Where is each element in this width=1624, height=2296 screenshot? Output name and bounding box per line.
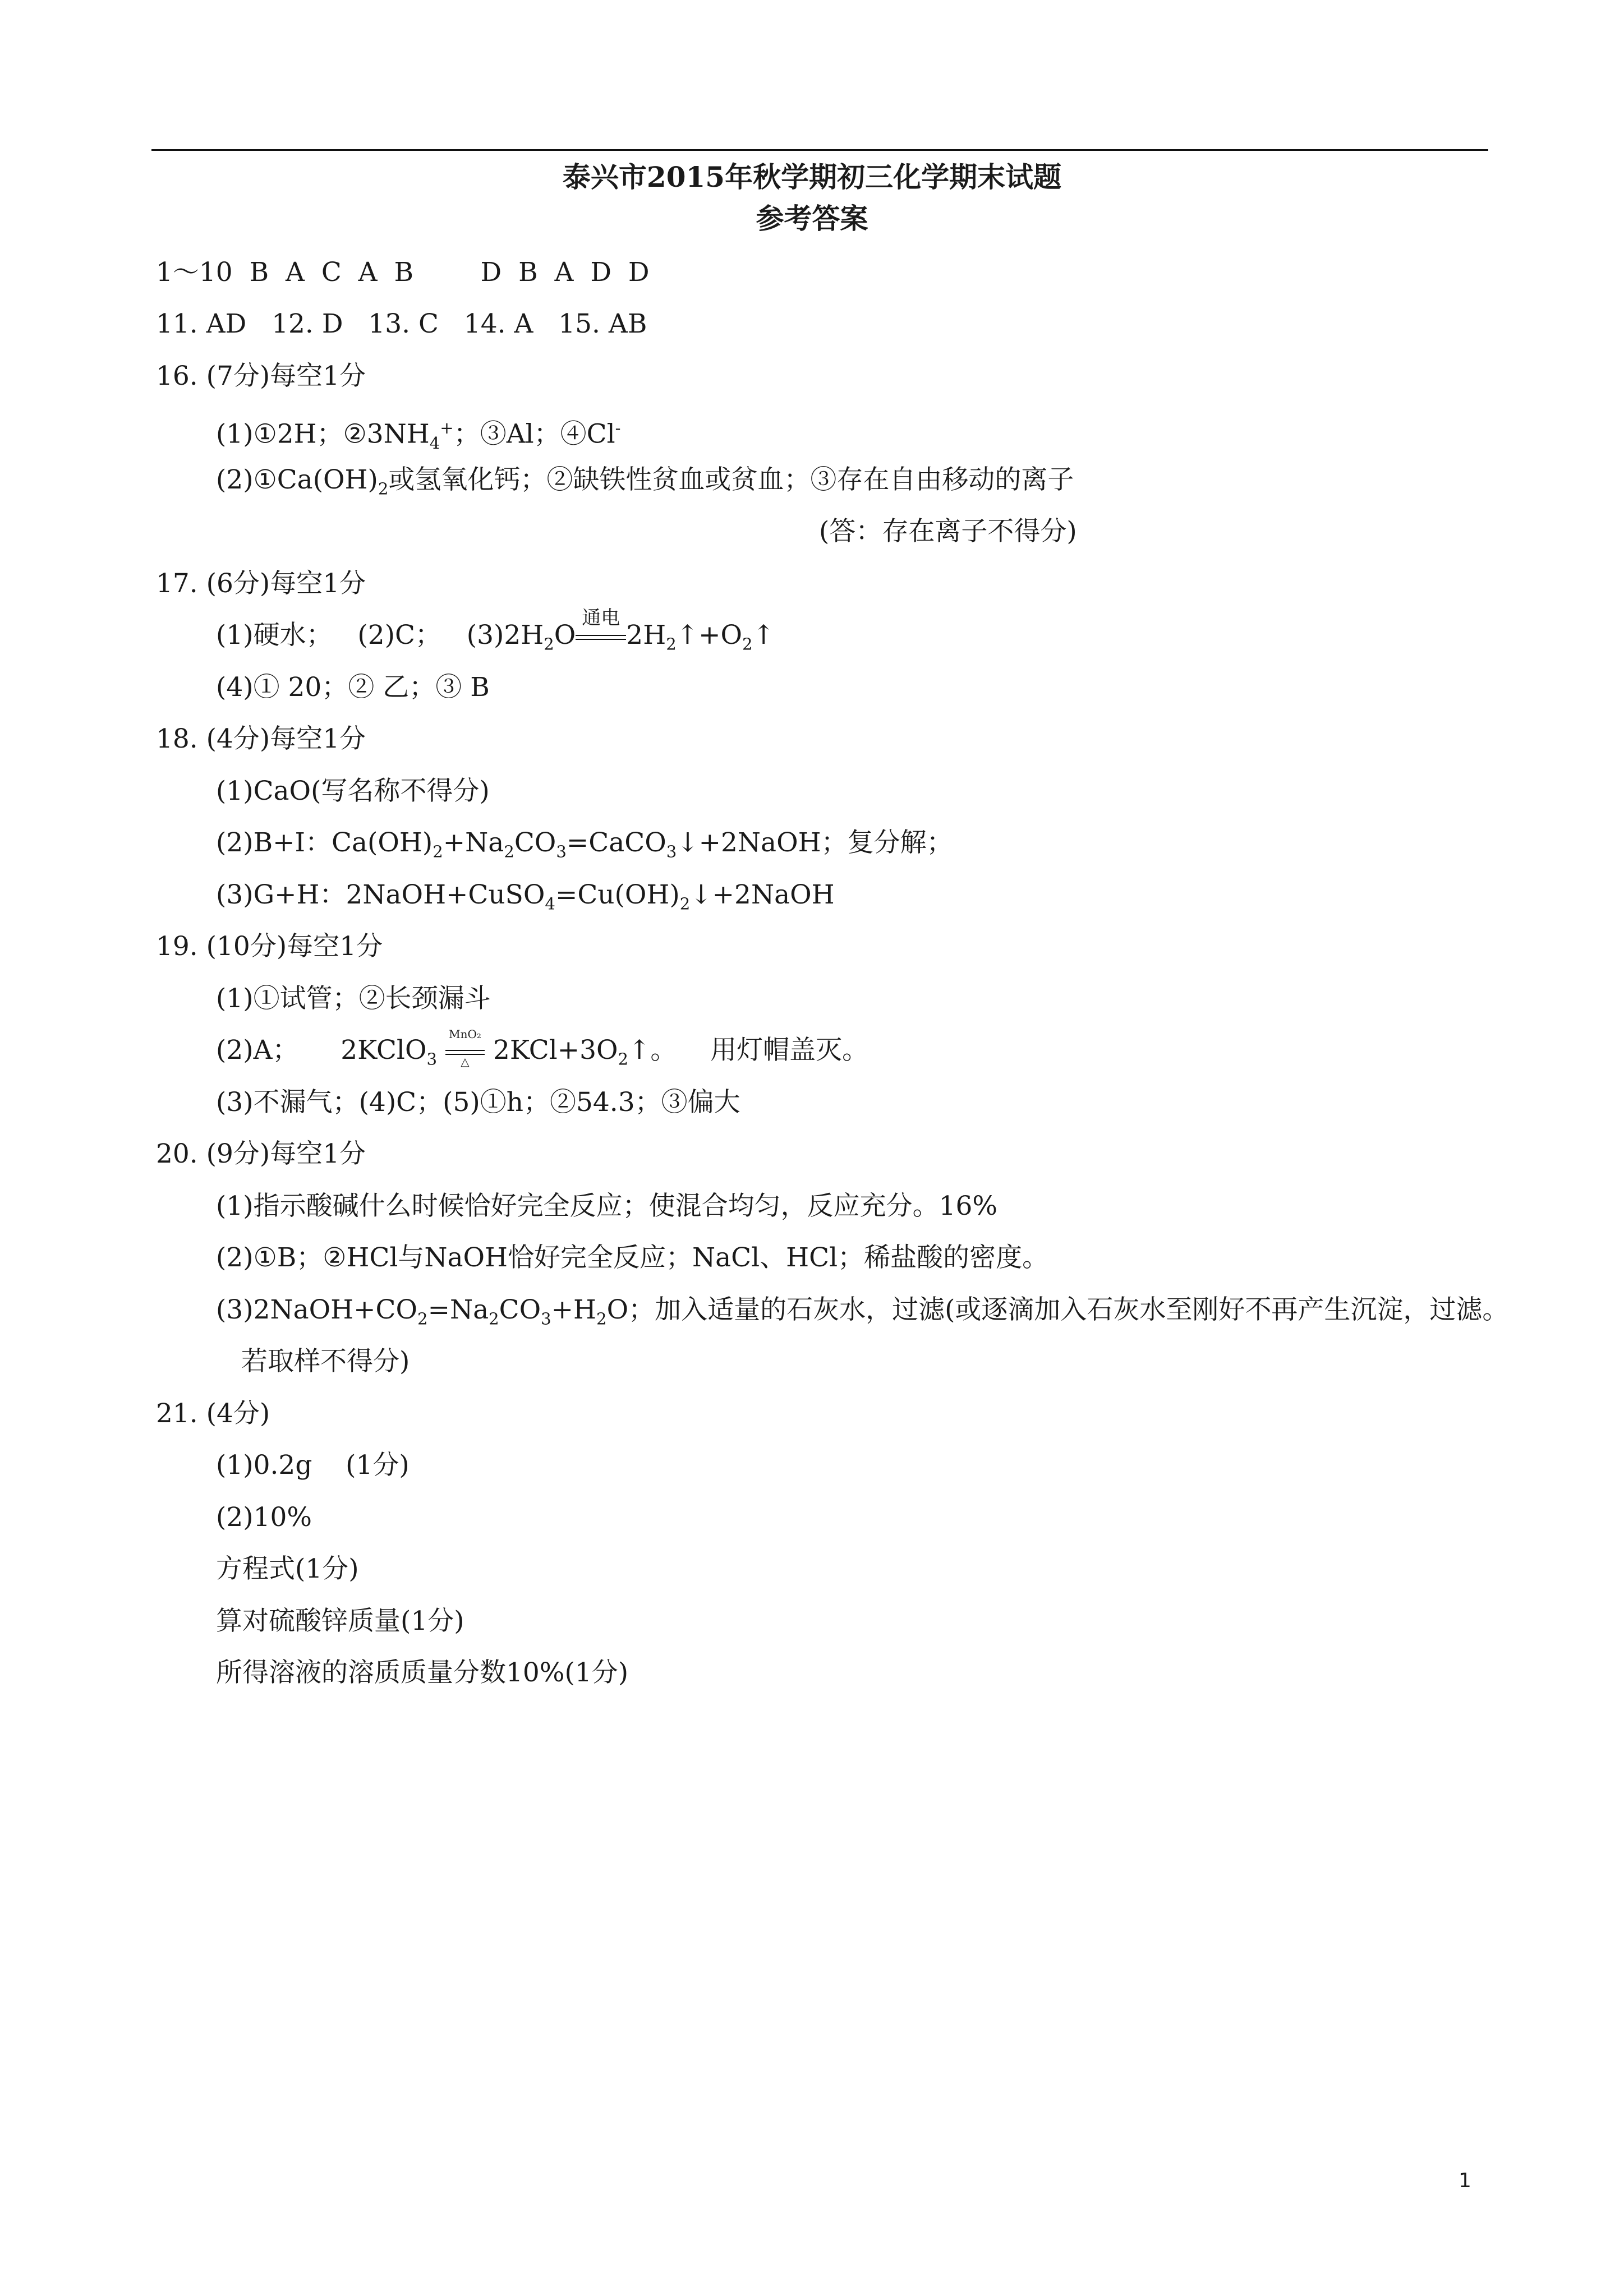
q21-part1: (1)0.2g (1分): [216, 1450, 410, 1481]
q20-part1: (1)指示酸碱什么时候恰好完全反应；使混合均匀，反应充分。16%: [216, 1191, 998, 1221]
q19-part1: (1)①试管；②长颈漏斗: [216, 983, 491, 1014]
q19-heading: 19. (10分)每空1分: [156, 931, 383, 962]
catalyst-condition: MnO₂ △: [445, 1034, 485, 1067]
q19-part3: (3)不漏气；(4)C；(5)①h；②54.3；③偏大: [216, 1087, 740, 1118]
q16-note: (答：存在离子不得分): [819, 516, 1077, 547]
header-rule: [151, 149, 1488, 151]
q20-part3: $(3)2NaOH+CO_2=Na_2CO_3+H_2O$；加入适量的石灰水，过滤(或逐滴加入石灰水至刚好不再产生沉淀，过滤。: [216, 1294, 1509, 1329]
q21-line4: 算对硫酸锌质量(1分): [216, 1606, 464, 1636]
q18-part3: (3)G+H：$2NaOH+CuSO_4=Cu(OH)_2↓+2NaOH$: [216, 879, 835, 914]
answers-1-10: 1～10 B A C A B D B A D D: [156, 257, 650, 288]
q17-heading: 17. (6分)每空1分: [156, 568, 366, 599]
q16-part1: (1)①2H；$②3NH_4^+$；③Al；④Cl-: [216, 418, 621, 453]
page-number: 1: [1459, 2169, 1471, 2192]
q16-part2: $(2)①Ca(OH)_2$或氢氧化钙；②缺铁性贫血或贫血；③存在自由移动的离子: [216, 464, 1074, 499]
q19-part2: (2)A； 2KClO$_3$ MnO₂ △ $2KCl+3O_2↑$。 用灯帽盖灭。: [216, 1027, 869, 1069]
q21-line3: 方程式(1分): [216, 1553, 359, 1584]
q20-part3-continued: 若取样不得分): [241, 1346, 410, 1377]
q20-heading: 20. (9分)每空1分: [156, 1138, 366, 1169]
q17-part1: (1)硬水； (2)C； $(3)2H_2O$ 通电 $2H_2↑+O_2↑$: [216, 607, 775, 654]
q21-heading: 21. (4分): [156, 1398, 270, 1429]
q18-part1: (1)CaO(写名称不得分): [216, 776, 490, 806]
electrolysis-condition: 通电: [576, 619, 626, 652]
page-subtitle: 参考答案: [756, 202, 868, 235]
q21-part2: (2)10%: [216, 1502, 312, 1533]
q18-heading: 18. (4分)每空1分: [156, 723, 366, 754]
q17-part2: (4)① 20；② 乙；③ B: [216, 672, 490, 703]
page-title: 泰兴市2015年秋学期初三化学期末试题: [562, 160, 1062, 193]
q21-line5: 所得溶液的溶质质量分数10%(1分): [216, 1657, 629, 1688]
q20-part2: (2)①B；②HCl与NaOH恰好完全反应；NaCl、HCl；稀盐酸的密度。: [216, 1242, 1049, 1273]
q18-part2: (2)B+I：$Ca(OH)_2+Na_2CO_3=CaCO_3↓+2NaOH$；复分解；: [216, 827, 953, 861]
q16-heading: 16. (7分)每空1分: [156, 361, 366, 391]
answers-11-15: 11. AD 12. D 13. C 14. A 15. AB: [156, 308, 647, 339]
